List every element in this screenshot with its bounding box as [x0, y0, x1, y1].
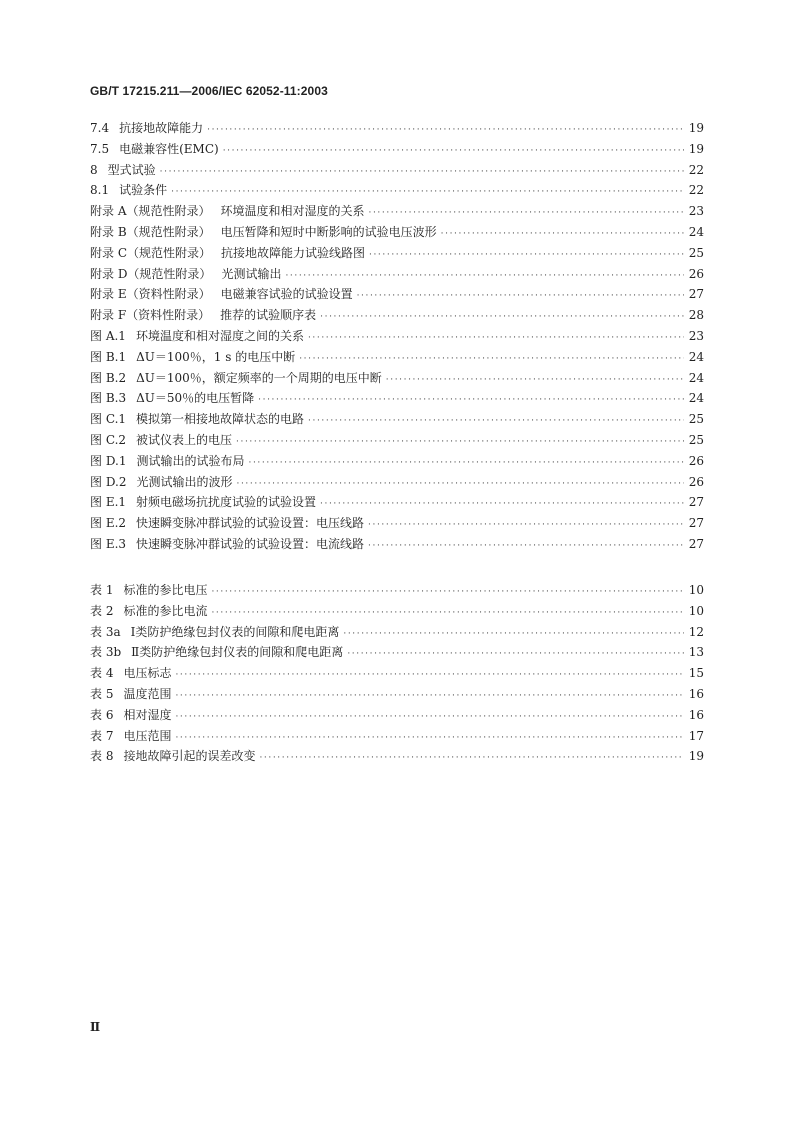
toc-entry-page: 22 [688, 183, 704, 198]
dot-leader [308, 411, 684, 432]
toc-entry-number: 图 E.3 [90, 536, 127, 551]
toc-entry-page: 19 [688, 141, 704, 156]
toc-entry[interactable] [90, 388, 704, 409]
toc-entry[interactable] [90, 601, 704, 622]
toc-entry-number: 附录 F（资料性附录） [90, 308, 211, 323]
toc-entry[interactable] [90, 451, 704, 472]
toc-entry-number: 图 E.1 [90, 495, 127, 510]
toc-entry[interactable] [90, 726, 704, 747]
toc-entry-page: 16 [688, 707, 704, 722]
toc-entry-number: 附录 B（规范性附录） [90, 224, 211, 239]
dot-leader [368, 536, 684, 557]
toc-entry-title: 被试仪表上的电压 [136, 432, 233, 447]
toc-entry-number: 图 B.2 [90, 370, 127, 385]
toc-entry-page: 25 [688, 245, 704, 260]
toc-entry[interactable] [90, 243, 704, 264]
toc-entry-title: 射频电磁场抗扰度试验的试验设置 [136, 495, 317, 510]
toc-entry-title: 快速瞬变脉冲群试验的试验设置：电流线路 [136, 536, 365, 551]
toc-entry-number: 表 1 [90, 583, 114, 597]
toc-entry-number: 图 E.2 [90, 516, 127, 531]
toc-entry-number: 图 A.1 [90, 328, 126, 343]
toc-entry-number: 表 5 [90, 686, 114, 701]
toc-entry-title: 型式试验 [107, 162, 156, 177]
toc-entry-title: 标准的参比电流 [123, 603, 208, 618]
toc-entry-title: 接地故障引起的误差改变 [123, 749, 256, 764]
toc-entry-title: 模拟第一相接地故障状态的电路 [136, 412, 305, 427]
dot-leader [211, 582, 684, 603]
toc-entry[interactable] [90, 472, 704, 493]
toc-entry[interactable] [90, 642, 704, 663]
dot-leader [259, 748, 684, 769]
toc-entry-page: 16 [688, 686, 704, 701]
dot-leader [441, 224, 684, 245]
toc-tables-list [90, 580, 704, 767]
toc-entry-number: 表 4 [90, 666, 114, 681]
toc-entry-page: 27 [688, 516, 704, 531]
toc-entry-number: 附录 A（规范性附录） [90, 204, 211, 219]
dot-leader [236, 432, 684, 453]
toc-entry[interactable] [90, 492, 704, 513]
toc-entry-page: 27 [688, 536, 704, 551]
toc-entry-title: 测试输出的试验布局 [136, 453, 245, 468]
toc-entry-page: 23 [688, 328, 704, 343]
toc-entry-page: 13 [688, 645, 704, 660]
toc-entry[interactable] [90, 222, 704, 243]
dot-leader [320, 307, 684, 328]
dot-leader [175, 728, 684, 749]
toc-entry-number: 表 2 [90, 603, 114, 618]
toc-entry[interactable] [90, 622, 704, 643]
toc-entry-number: 图 C.1 [90, 412, 127, 427]
dot-leader [347, 644, 684, 665]
toc-entry-number: 图 C.2 [90, 432, 127, 447]
toc-entry[interactable] [90, 513, 704, 534]
toc-entry[interactable] [90, 201, 704, 222]
toc-entry-title: ΔU＝100％，额定频率的一个周期的电压中断 [136, 370, 382, 385]
toc-entry-page: 17 [688, 728, 704, 743]
toc-entry-page: 10 [688, 603, 704, 618]
toc-entry-title: ΔU＝50％的电压暂降 [136, 391, 255, 406]
toc-entry[interactable] [90, 118, 704, 139]
toc-entry[interactable] [90, 684, 704, 705]
toc-entry-page: 27 [688, 287, 704, 302]
toc-main-list [90, 118, 704, 555]
toc-entry-number: 7.4 [90, 121, 110, 135]
toc-entry-title: 试验条件 [119, 183, 168, 198]
toc-entry-title: 温度范围 [123, 686, 172, 701]
toc-entry-number: 表 3a [90, 624, 121, 639]
toc-entry[interactable] [90, 663, 704, 684]
toc-entry[interactable] [90, 347, 704, 368]
toc-entry-title: 环境温度和相对湿度之间的关系 [135, 328, 304, 343]
dot-leader [211, 603, 684, 624]
toc-entry[interactable] [90, 139, 704, 160]
toc-entry-title: 相对湿度 [123, 707, 172, 722]
dot-leader [368, 515, 684, 536]
dot-leader [299, 349, 684, 370]
toc-entry-title: 电压范围 [123, 728, 172, 743]
dot-leader [175, 665, 684, 686]
toc-entry-number: 7.5 [90, 141, 110, 156]
toc-entry-title: 电磁兼容试验的试验设置 [220, 287, 353, 302]
page-number: Ⅱ [90, 1020, 101, 1034]
toc-entry-page: 24 [688, 370, 704, 385]
toc-entry-title: 光测试输出 [221, 266, 282, 281]
toc-entry[interactable] [90, 430, 704, 451]
toc-entry-page: 25 [688, 412, 704, 427]
toc-entry-number: 附录 D（规范性附录） [90, 266, 212, 281]
toc-entry-title: 标准的参比电压 [123, 583, 208, 597]
toc-entry-title: 快速瞬变脉冲群试验的试验设置：电压线路 [136, 516, 365, 531]
dot-leader [369, 203, 685, 224]
dot-leader [160, 162, 684, 183]
toc-entry-page: 19 [688, 121, 704, 135]
dot-leader [223, 141, 684, 162]
toc-entry-page: 28 [688, 308, 704, 323]
toc-entry-number: 8.1 [90, 183, 110, 198]
toc-entry-page: 15 [688, 666, 704, 681]
toc-entry[interactable] [90, 326, 704, 347]
toc-entry-page: 23 [688, 204, 704, 219]
toc-entry-number: 表 3b [90, 645, 122, 660]
toc-entry-number: 图 D.2 [90, 474, 127, 489]
dot-leader [258, 390, 684, 411]
toc-entry[interactable] [90, 746, 704, 767]
toc-entry-page: 26 [688, 266, 704, 281]
toc-entry-page: 24 [688, 391, 704, 406]
dot-leader [369, 245, 684, 266]
toc-entry-title: 电压暂降和短时中断影响的试验电压波形 [220, 224, 437, 239]
toc-entry-title: 电压标志 [123, 666, 172, 681]
toc-entry[interactable] [90, 409, 704, 430]
toc-entry-title: ΔU＝100％，1 s 的电压中断 [136, 349, 296, 364]
dot-leader [357, 286, 684, 307]
dot-leader [285, 266, 684, 287]
toc-entry-title: 推荐的试验顺序表 [220, 308, 317, 323]
dot-leader [320, 494, 684, 515]
toc-entry[interactable] [90, 160, 704, 181]
toc-entry[interactable] [90, 305, 704, 326]
toc-entry[interactable] [90, 534, 704, 555]
dot-leader [236, 474, 684, 495]
toc-entry-number: 表 7 [90, 728, 114, 743]
dot-leader [386, 370, 684, 391]
toc-entry-number: 附录 C（规范性附录） [90, 245, 211, 260]
toc-entry-page: 27 [688, 495, 704, 510]
dot-leader [207, 120, 684, 141]
dot-leader [175, 707, 684, 728]
toc-entry-title: 抗接地故障能力 [119, 121, 204, 135]
dot-leader [175, 686, 684, 707]
toc-entry-title: Ⅰ类防护绝缘包封仪表的间隙和爬电距离 [130, 624, 340, 639]
toc-entry[interactable] [90, 368, 704, 389]
toc-entry-title: 电磁兼容性(EMC) [119, 141, 219, 156]
toc-entry-title: 抗接地故障能力试验线路图 [221, 245, 366, 260]
toc-entry-title: 光测试输出的波形 [136, 474, 233, 489]
toc-entry[interactable] [90, 705, 704, 726]
toc-entry-page: 22 [688, 162, 704, 177]
dot-leader [308, 328, 684, 349]
toc-entry-page: 19 [688, 749, 704, 764]
dot-leader [343, 624, 684, 645]
toc-entry-number: 表 8 [90, 749, 114, 764]
toc-entry-page: 12 [688, 624, 704, 639]
toc-entry[interactable] [90, 264, 704, 285]
toc-entry[interactable] [90, 580, 704, 601]
toc-entry[interactable] [90, 284, 704, 305]
toc-entry[interactable] [90, 180, 704, 201]
toc-entry-number: 表 6 [90, 707, 114, 722]
toc-entry-page: 10 [688, 583, 704, 597]
toc-entry-page: 24 [688, 349, 704, 364]
toc-entry-page: 26 [688, 474, 704, 489]
toc-entry-page: 25 [688, 432, 704, 447]
toc-entry-page: 26 [688, 453, 704, 468]
toc-entry-number: 8 [90, 162, 98, 177]
toc-entry-page: 24 [688, 224, 704, 239]
document-header: GB/T 17215.211—2006/IEC 62052-11:2003 [90, 84, 328, 98]
toc-entry-number: 图 D.1 [90, 453, 127, 468]
dot-leader [248, 453, 684, 474]
toc-entry-number: 图 B.1 [90, 349, 127, 364]
toc-entry-title: Ⅱ类防护绝缘包封仪表的间隙和爬电距离 [131, 645, 344, 660]
toc-entry-number: 附录 E（资料性附录） [90, 287, 211, 302]
toc-entry-number: 图 B.3 [90, 391, 127, 406]
toc-entry-title: 环境温度和相对湿度的关系 [220, 204, 365, 219]
dot-leader [171, 182, 684, 203]
